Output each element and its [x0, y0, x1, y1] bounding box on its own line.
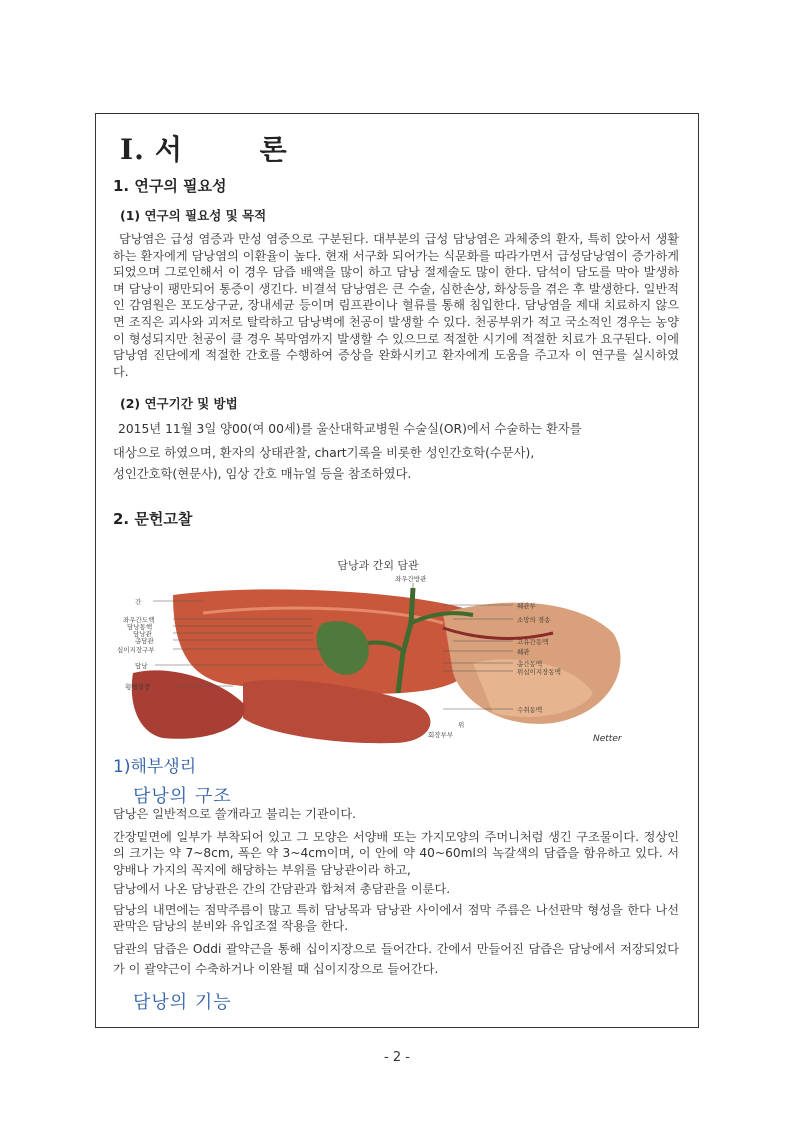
figure-title: 담낭과 간외 담관 [337, 559, 419, 572]
chapter-title: 서 론 [154, 133, 321, 166]
figure-label-bottom: 위 [458, 721, 465, 729]
figure-label-right: 총간동맥 [517, 660, 543, 668]
paragraph-necessity: 담낭염은 급성 염증과 만성 염증으로 구분된다. 대부분의 급성 담낭염은 과체중의 환자, 특히 앉아서 생활하는 환자에게 담낭염의 이환율이 높다. 현재 서구화 되어가는 식문화를 따라가면서 급성담낭염이 증가하게 되었으며 그로인해서 이 경우 담즙 배액을 많이 하고 담낭 절제술도 많이 한다. 담석이 담도를 막아 발생하며 담낭이 팽만되어 통증이 생긴다. 비결석 담낭염은 큰 수술, 심한손상, 화상등을 겪은 후 발생한다. 일반적인 감염원은 포도상구균, 장내세균 등이며 림프관이나 혈류를 통해 침입한다. 담낭염을 제대 치료하지 않으면 조직은 괴사와 괴저로 탈락하고 담낭벽에 천공이 발생할 수 있다. 천공부위가 적고 국소적인 경우는 농양이 형성되지만 천공이 클 경우 복막염까지 발생할 수 있으므로 적절한 시기에 적절한 치료가 요구된다. 이에 담낭염 진단에게 적절한 간호를 수행하여 증상을 완화시키고 환자에게 도움을 주고자 이 연구를 실시하였다. [113, 232, 679, 379]
figure-label-right: 소망의 경송 [517, 616, 551, 624]
section-heading-1: 1. 연구의 필요성 [113, 177, 227, 195]
method-line-3: 성인간호학(현문사), 임상 간호 매뉴얼 등을 참조하였다. [113, 467, 412, 481]
figure-label-right: 고유간동맥 [517, 638, 549, 646]
chapter-roman: Ⅰ. [120, 133, 145, 166]
figure-label-left: 총담관 [135, 637, 154, 645]
anatomy-paragraph: 간장밑면에 일부가 부착되어 있고 그 모양은 서양배 또는 가지모양의 주머니처럼 생긴 구조물이다. 정상인의 크기는 약 7~8cm, 폭은 약 3~4cm이며, 이 안에 약 40~60ml의 녹갈색의 담즙을 함유하고 있다. 서양배나 가지의 꼭지에 해당하는 부위를 담낭관이라 하고, [113, 829, 679, 877]
figure-label-right: 췌관부 [517, 602, 536, 610]
gallbladder-anatomy-figure [113, 553, 643, 753]
figure-label-left: 십이지장구부 [117, 646, 155, 654]
function-heading: 담낭의 기능 [133, 992, 232, 1013]
anatomy-paragraph: 담낭은 일반적으로 쓸개라고 불리는 기관이다. [113, 807, 357, 821]
anatomy-body [113, 806, 679, 979]
figure-label-left: 담낭 [135, 662, 148, 670]
figure-label-top: 좌우간방관 [395, 575, 427, 583]
figure-label-bottom: 회장부부 [428, 731, 454, 739]
subsection-heading-1: (1) 연구의 필요성 및 목적 [120, 208, 267, 223]
anatomy-heading: 1)해부생리 [113, 757, 197, 777]
figure-label-left: 횡행결장 [125, 683, 151, 691]
page-number: - 2 - [384, 1050, 410, 1065]
structure-heading: 담낭의 구조 [133, 786, 232, 807]
figure-label-left: 담낭통핵 [127, 623, 153, 631]
subsection-heading-2: (2) 연구기간 및 방법 [120, 396, 238, 411]
anatomy-paragraph: 담관의 담즙은 Oddi 괄약근을 통해 십이지장으로 들어간다. 간에서 만들어진 담즙은 담낭에서 저장되었다가 이 괄약근이 수축하거나 이완될 때 십이지장으로 들어간다. [113, 941, 679, 976]
chapter-heading [120, 128, 321, 168]
figure-label-left: 좌우간도핵 [123, 616, 155, 624]
method-line-1: 2015년 11월 3일 양00(여 00세)를 울산대학교병원 수술실(OR)에서 수술하는 환자를 [118, 422, 582, 436]
section-heading-2: 2. 문헌고찰 [113, 510, 193, 528]
figure-label-left: 담낭관 [133, 630, 152, 638]
method-line-2: 대상으로 하였으며, 환자의 상태관찰, chart기록을 비롯한 성인간호학(수문사), [113, 446, 535, 460]
figure-label-right: 수취동맥 [517, 706, 543, 714]
figure-label-right: 췌관 [517, 648, 530, 656]
figure-signature: Netter [593, 734, 622, 744]
anatomy-paragraph: 담낭에서 나온 담낭관은 간의 간담관과 합쳐져 총담관을 이룬다. [113, 882, 451, 896]
figure-label-right: 위십이지장동맥 [517, 668, 561, 676]
anatomy-paragraph: 담낭의 내면에는 점막주름이 많고 특히 담낭목과 담낭관 사이에서 점막 주름은 나선판막 형성을 한다 나선판막은 담낭의 분비와 유입조절 작용을 한다. [113, 902, 679, 933]
figure-label-left: 간 [135, 598, 142, 606]
